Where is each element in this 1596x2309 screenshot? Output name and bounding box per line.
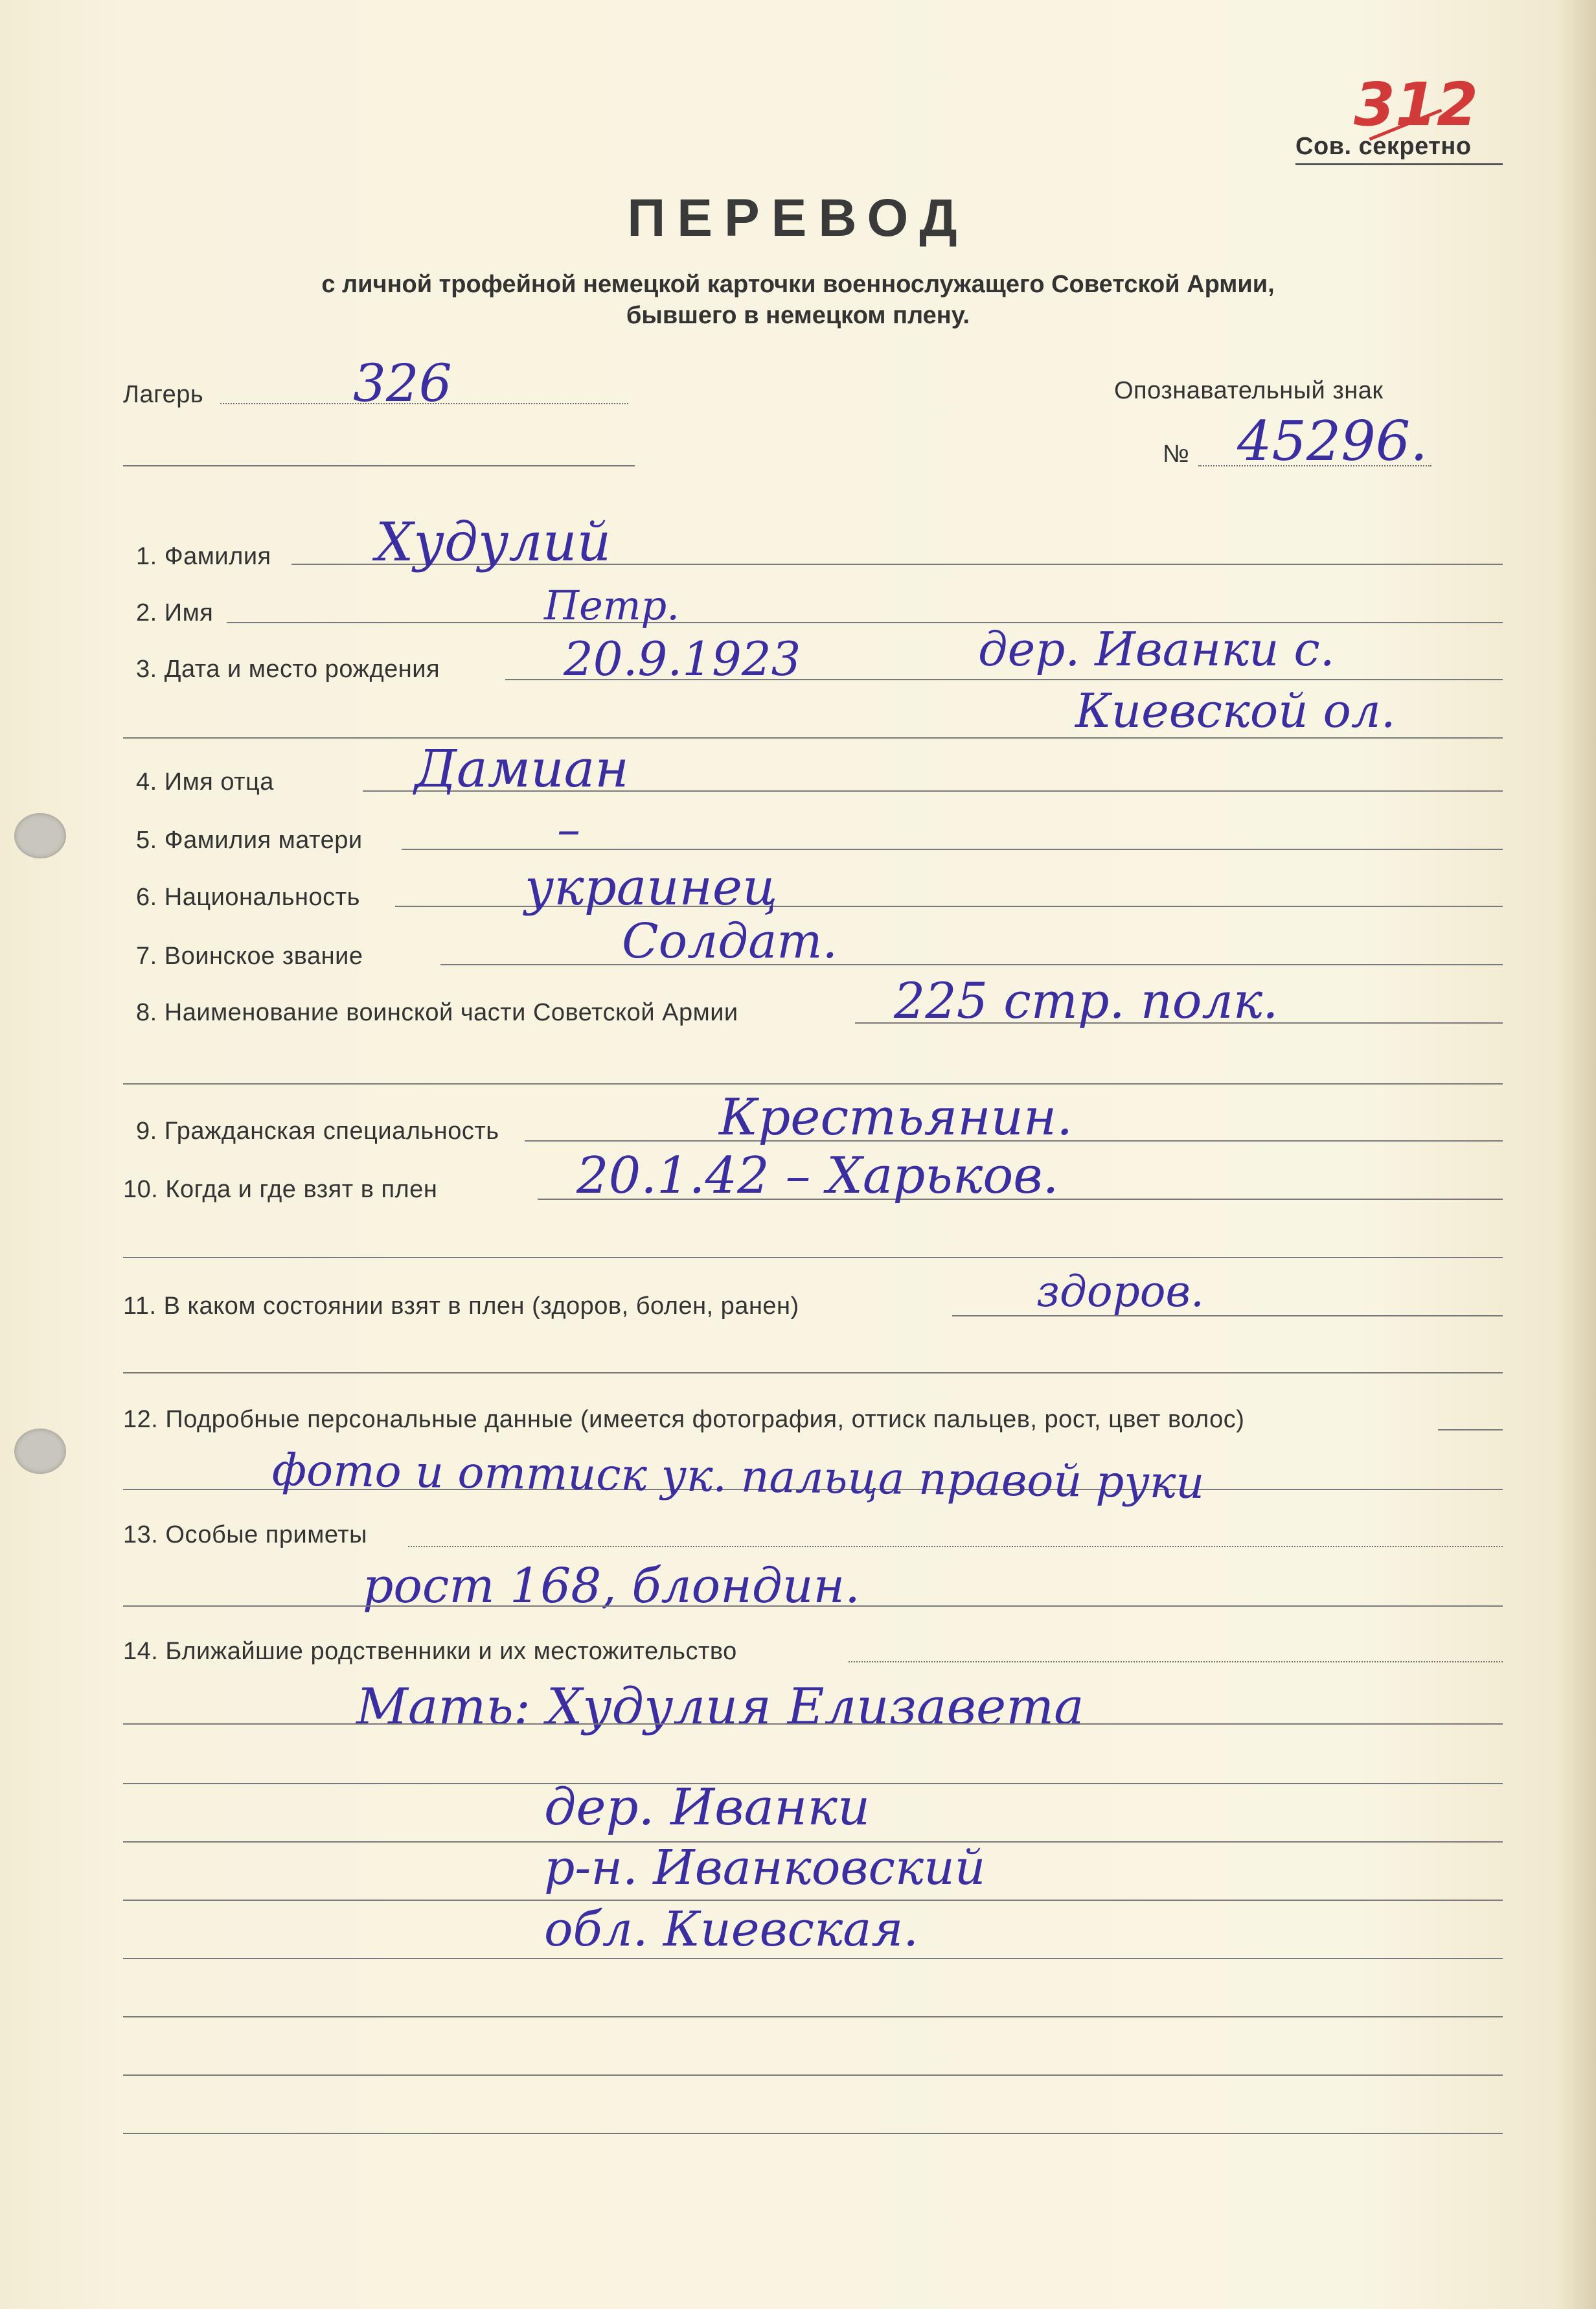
field-11-value: здоров.	[1036, 1267, 1204, 1316]
id-sign-no-label: №	[1163, 441, 1190, 468]
field-5-value: –	[557, 802, 580, 856]
field-13-value: рост 168, блондин.	[363, 1558, 860, 1614]
field-13-label: 13. Особые приметы	[123, 1521, 367, 1548]
id-sign-label: Опознавательный знак	[1114, 377, 1384, 404]
field-14-line-8	[123, 2074, 1503, 2076]
field-13-line-2	[123, 1605, 1503, 1607]
field-4-label: 4. Имя отца	[136, 768, 274, 796]
field-4-value: Дамиан	[415, 739, 629, 799]
camp-value: 326	[353, 353, 452, 413]
field-7-label: 7. Воинское звание	[136, 943, 363, 970]
field-14-line-6	[123, 1958, 1503, 1959]
field-3-line-2	[123, 737, 1503, 739]
field-11-line	[952, 1315, 1503, 1316]
field-14-label: 14. Ближайшие родственники и их местожительство	[123, 1638, 737, 1665]
field-10-label: 10. Когда и где взят в плен	[123, 1176, 438, 1203]
field-13-line	[408, 1546, 1503, 1547]
field-5-label: 5. Фамилия матери	[136, 827, 363, 854]
field-3-label: 3. Дата и место рождения	[136, 656, 440, 683]
field-11-label: 11. В каком состоянии взят в плен (здоров, болен, ранен)	[123, 1292, 799, 1320]
field-9-label: 9. Гражданская специальность	[136, 1118, 499, 1145]
field-14-value-4: обл. Киевская.	[544, 1901, 918, 1957]
field-12-value: фото и оттиск ук. пальца правой руки	[271, 1445, 1205, 1510]
stamp-number: 312	[1354, 70, 1479, 139]
field-3-value-3: Киевской ол.	[1075, 684, 1396, 738]
punch-hole-top	[14, 813, 66, 858]
id-sign-value: 45296.	[1237, 409, 1428, 473]
field-8-line-2	[123, 1083, 1503, 1085]
field-14-value: Мать: Худулия Елизавета	[356, 1678, 1084, 1736]
field-8-label: 8. Наименование воинской части Советской Армии	[136, 999, 738, 1026]
field-3-value: 20.9.1923	[564, 632, 801, 686]
field-14-line-9	[123, 2133, 1503, 2134]
field-8-value: 225 стр. полк.	[894, 972, 1279, 1029]
field-2-value: Петр.	[544, 582, 679, 629]
field-14-line-7	[123, 2016, 1503, 2017]
field-2-label: 2. Имя	[136, 599, 214, 626]
field-14-line-2	[123, 1723, 1503, 1725]
field-6-label: 6. Национальность	[136, 884, 360, 911]
field-6-value: украинец	[525, 858, 778, 917]
field-1-label: 1. Фамилия	[136, 543, 271, 570]
camp-label: Лагерь	[123, 381, 204, 408]
field-10-line-2	[123, 1257, 1503, 1258]
field-14-line	[849, 1661, 1503, 1662]
camp-second-line	[123, 465, 635, 466]
field-14-value-3: р-н. Иванковский	[544, 1840, 986, 1896]
field-1-value: Худулий	[376, 512, 611, 573]
field-14-value-2: дер. Иванки	[544, 1778, 871, 1837]
field-12-line	[1438, 1429, 1503, 1430]
punch-hole-bottom	[14, 1429, 66, 1474]
document-subtitle-2: бывшего в немецком плену.	[626, 302, 970, 329]
field-3-value-2: дер. Иванки с.	[978, 622, 1335, 676]
field-7-value: Солдат.	[622, 913, 838, 969]
field-11-line-2	[123, 1372, 1503, 1373]
classification-label: Сов. секретно	[1295, 133, 1472, 160]
field-10-value: 20.1.42 – Харьков.	[576, 1147, 1059, 1205]
document-subtitle-1: с личной трофейной немецкой карточки военнослужащего Советской Армии,	[321, 271, 1275, 298]
field-14-line-5	[123, 1900, 1503, 1901]
field-7-line	[440, 964, 1503, 965]
paper-edge-shadow	[1557, 0, 1596, 2309]
classification-underline	[1295, 163, 1503, 165]
field-12-label: 12. Подробные персональные данные (имеется фотография, оттиск пальцев, рост, цвет волос)	[123, 1406, 1245, 1433]
field-9-value: Крестьянин.	[719, 1088, 1073, 1147]
document-title: ПЕРЕВОД	[627, 189, 969, 247]
